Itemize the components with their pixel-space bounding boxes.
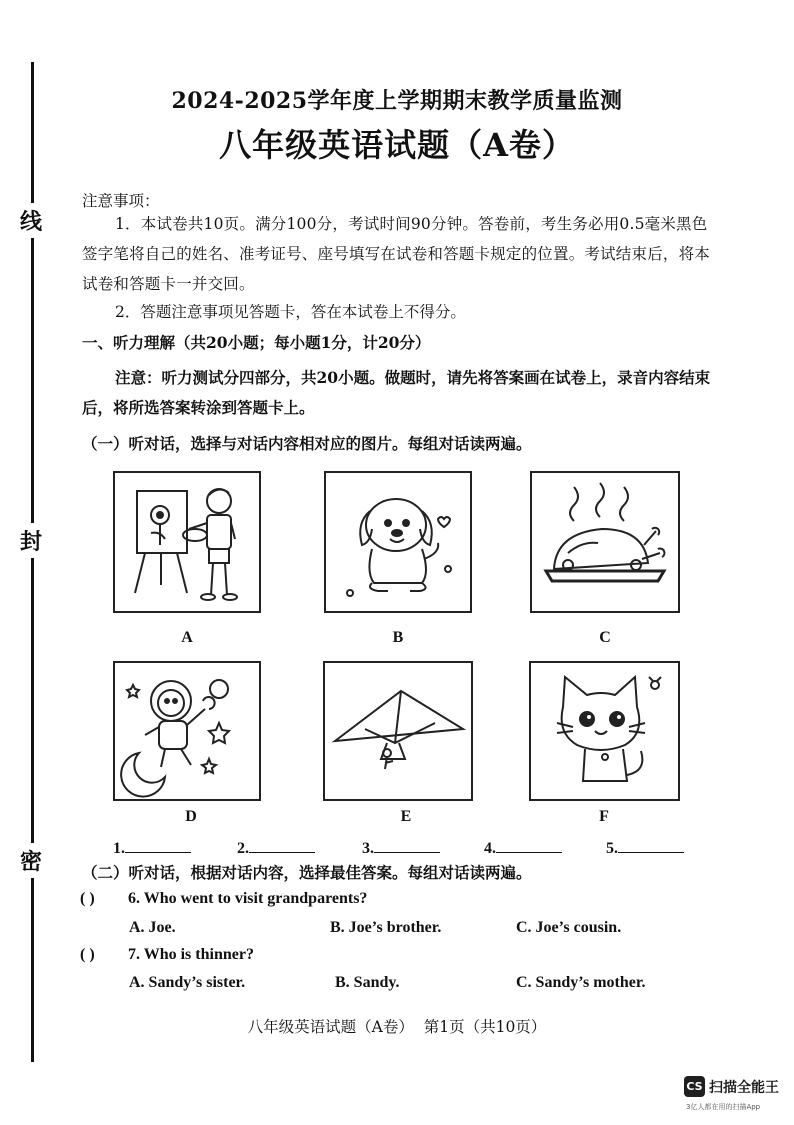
section1-note: 注意：听力测试分四部分，共20小题。做题时，请先将答案画在试卷上，录音内容结束后，将所选答案转涂到答题卡上。	[82, 368, 711, 417]
answer-blank-2[interactable]: 2.	[237, 838, 315, 858]
answer-blank-4[interactable]: 4.	[484, 838, 562, 858]
question-6-option-a: A. Joe.	[129, 919, 176, 936]
question-7-paren[interactable]: ( )	[80, 946, 95, 963]
part2-heading: （二）听对话，根据对话内容，选择最佳答案。每组对话读两遍。	[82, 863, 532, 882]
camscanner-name: 扫描全能王	[709, 1080, 779, 1096]
notes-heading: 注意事项：	[82, 192, 160, 210]
boy-painting-icon	[115, 473, 259, 611]
question-7-stem: 7. Who is thinner?	[128, 946, 254, 963]
section1-heading: 一、听力理解（共20小题；每小题1分，计20分）	[82, 333, 431, 352]
seal-char-mi: 密	[20, 843, 42, 878]
picture-label-d: D	[185, 808, 197, 825]
roast-turkey-icon	[532, 473, 678, 611]
question-6-option-c: C. Joe’s cousin.	[516, 919, 622, 936]
question-7-option-c: C. Sandy’s mother.	[516, 974, 646, 991]
picture-a	[113, 471, 261, 613]
picture-label-f: F	[599, 808, 609, 825]
question-7-option-a: A. Sandy’s sister.	[129, 974, 246, 991]
picture-label-b: B	[392, 629, 404, 646]
exam-title-line2: 八年级英语试题（A卷）	[219, 126, 575, 164]
notes-item-2: 2．答题注意事项见答题卡，答在本试卷上不得分。	[115, 303, 466, 321]
cat-icon	[531, 663, 678, 799]
picture-b	[324, 471, 472, 613]
camscanner-tagline: 3亿人都在用的扫描App	[686, 1103, 761, 1111]
picture-d	[113, 661, 261, 801]
question-7-option-b: B. Sandy.	[335, 974, 400, 991]
picture-c	[530, 471, 680, 613]
seal-char-xian: 线	[20, 203, 42, 238]
notes-item-1: 1．本试卷共10页。满分100分，考试时间90分钟。答卷前，考生务必用0.5毫米黑色签字笔将自己的姓名、准考证号、座号填写在试卷和答题卡规定的位置。考试结束后，将本试卷和答题卡一并交回。	[82, 215, 711, 293]
picture-label-e: E	[400, 808, 412, 825]
question-6-option-b: B. Joe’s brother.	[330, 919, 442, 936]
picture-label-a: A	[181, 629, 193, 646]
question-6-stem: 6. Who went to visit grandparents?	[128, 890, 368, 907]
picture-e	[323, 661, 473, 801]
answer-blank-3[interactable]: 3.	[362, 838, 440, 858]
answer-blank-1[interactable]: 1.	[113, 838, 191, 858]
astronaut-icon	[115, 663, 259, 799]
picture-label-c: C	[599, 629, 611, 646]
part1-heading: （一）听对话，选择与对话内容相对应的图片。每组对话读两遍。	[82, 434, 532, 453]
picture-f	[529, 661, 680, 801]
exam-title-line1: 2024-2025学年度上学期期末教学质量监测	[171, 88, 623, 114]
question-6-paren[interactable]: ( )	[80, 890, 95, 907]
seal-char-feng: 封	[20, 523, 42, 558]
hang-glider-icon	[325, 663, 471, 799]
puppy-icon	[326, 473, 470, 611]
page-footer: 八年级英语试题（A卷） 第1页（共10页）	[247, 1018, 547, 1036]
camscanner-logo-icon: CS	[684, 1076, 705, 1097]
answer-blank-5[interactable]: 5.	[606, 838, 684, 858]
